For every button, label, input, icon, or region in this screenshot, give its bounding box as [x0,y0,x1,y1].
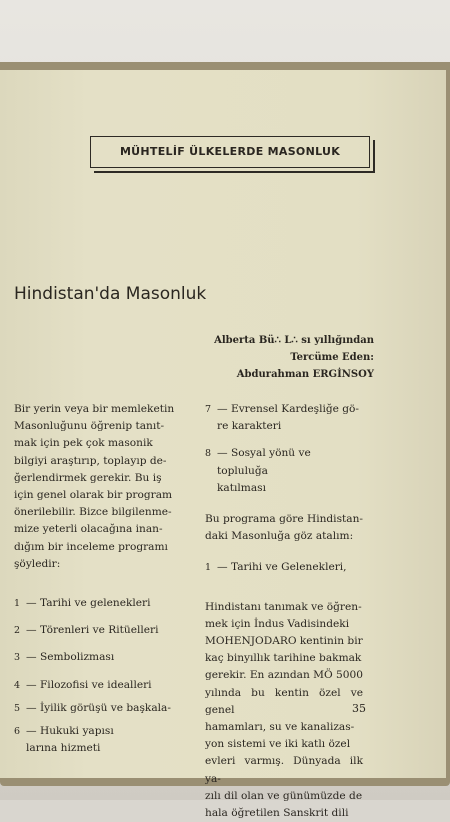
text-line: mek için İndus Vadisindeki [205,617,350,630]
paragraph [205,599,363,822]
text-line: Bu programa göre Hindistan- [205,513,363,526]
text-line: yon sistemi ve iki katlı özel [205,738,351,751]
text-line: katılması [217,481,266,494]
text-line: mize yeterli olacağına inan- [14,523,163,536]
text-line: şöyledir: [14,557,61,570]
list-number: 3 [14,652,21,664]
list-text: — Sembolizması [26,651,115,664]
text-line: kaç binyıllık tarihine bakmak [205,652,362,665]
list-item [14,723,176,757]
text-line: larına hizmeti [26,742,101,755]
text-line: Masonluğunu öğrenip tanıt- [14,420,165,433]
list-item [14,677,176,694]
section-header-box [90,136,370,168]
list-text [217,445,363,497]
list-text: — Törenleri ve Ritüelleri [26,624,159,637]
byline [154,332,374,383]
list-item [14,595,176,612]
list-text: — Tarihi ve Gelenekleri, [217,561,347,574]
text-line: — Sosyal yönü ve topluluğa [217,447,311,477]
text-line: hamamları, su ve kanalizas- [205,721,355,734]
text-line: zılı dil olan ve günümüzde de [205,789,363,802]
list-number: 2 [14,625,21,637]
text-line: için genel olarak bir program [14,489,173,502]
list-text [217,401,363,435]
text-line: — Evrensel Kardeşliğe gö- [217,403,360,415]
paragraph [205,511,363,545]
list-text [26,723,176,757]
list-number: 4 [14,679,21,691]
book-page [0,70,446,820]
text-line: ğerlendirmek gerekir. Bu iş [14,471,162,484]
text-line: re karakteri [217,420,282,433]
list-item [205,559,363,576]
list-text: — Filozofisi ve idealleri [26,678,152,691]
list-item [205,401,363,435]
text-line: bilgiyi araştırıp, toplayıp de- [14,454,167,467]
list-number: 7 [205,404,212,415]
left-column [14,401,176,757]
byline-translator-name: Abdurahman ERGİNSOY [236,369,374,380]
list-item [205,445,363,497]
text-line: yılında bu kentin özel ve genel [205,686,363,716]
list-number: 1 [14,598,21,610]
page-number: 35 [352,702,366,715]
right-column [205,401,363,822]
list-number: 8 [205,448,212,460]
byline-source: Alberta Bü∴ L∴ sı yıllığından [214,335,374,346]
text-line: daki Masonluğa göz atalım: [205,530,354,543]
section-header: MÜHTELİF ÜLKELERDE MASONLUK [119,145,341,158]
text-line: hala öğretilen Sanskrit dili [205,807,349,820]
text-line: — Hukuki yapısı [26,725,114,738]
text-line: Bir yerin veya bir memleketin [14,403,175,415]
text-line: evleri varmış. Dünyada ilk ya- [205,755,363,785]
list-item [14,700,176,717]
list-text: — Tarihi ve gelenekleri [26,597,151,610]
text-line: MOHENJODARO kentinin bir [205,635,363,648]
article-title: Hindistan'da Masonluk [14,284,207,304]
list-number: 5 [14,702,21,714]
text-line: dığım bir inceleme programı [14,540,168,553]
text-line: Hindistanı tanımak ve öğren- [205,600,362,613]
list-text: — İyilik görüşü ve başkala- [26,701,171,714]
list-number: 6 [14,726,21,738]
list-number: 1 [205,562,212,574]
text-line: gerekir. En azından MÖ 5000 [205,669,364,682]
list-item [14,649,176,666]
text-line: mak için pek çok masonik [14,437,153,450]
list-item [14,622,176,639]
intro-paragraph [14,401,176,573]
text-line: önerilebilir. Bizce bilgilenme- [14,506,172,519]
byline-translator-label: Tercüme Eden: [290,352,374,363]
